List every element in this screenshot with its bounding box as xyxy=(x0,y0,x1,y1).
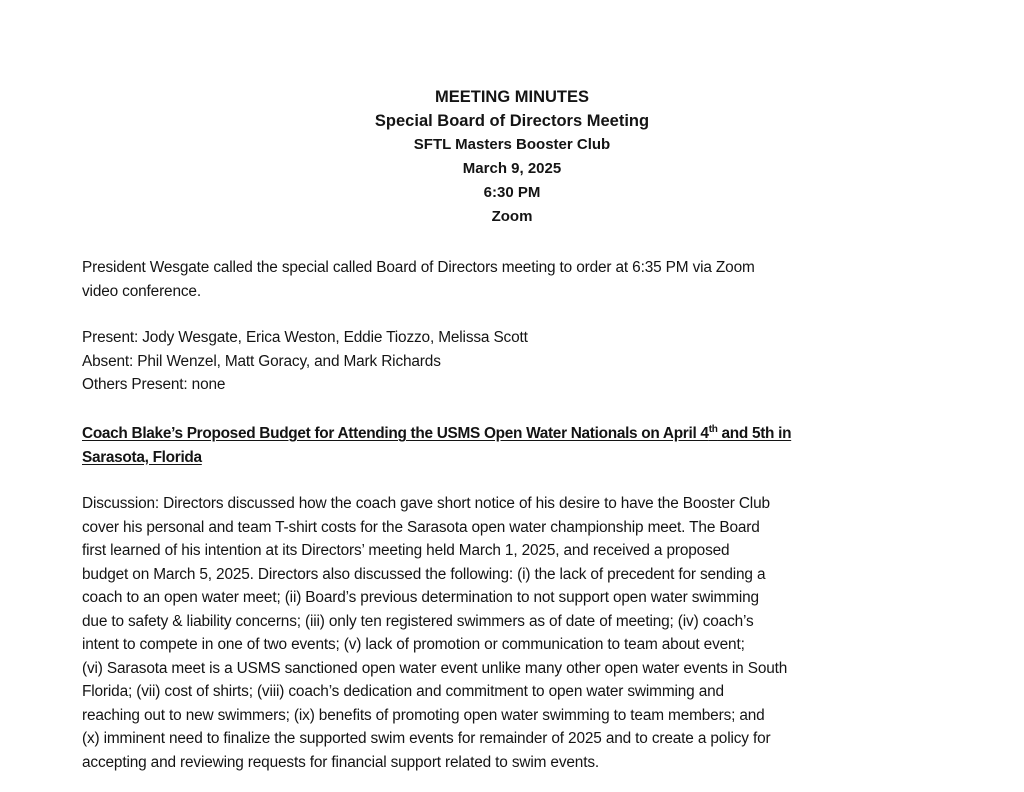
paragraph-line: intent to compete in one of two events; (v) lack of promotion or communication to team about event; xyxy=(82,636,745,653)
absent-members: Absent: Phil Wenzel, Matt Goracy, and Mark Richards xyxy=(82,352,441,370)
section-heading-line-2: Sarasota, Florida xyxy=(82,448,202,466)
heading-text: Coach Blake’s Proposed Budget for Attending the USMS Open Water Nationals on April 4 xyxy=(82,425,709,442)
meeting-location: Zoom xyxy=(491,208,533,225)
section-heading xyxy=(82,422,942,469)
call-to-order-paragraph xyxy=(82,256,942,303)
paragraph-line: President Wesgate called the special called Board of Directors meeting to order at 6:35 PM via Zoom xyxy=(82,259,755,276)
ordinal-superscript: th xyxy=(708,423,718,435)
document-title: MEETING MINUTES xyxy=(434,88,589,106)
others-present: Others Present: none xyxy=(82,376,226,393)
meeting-date: March 9, 2025 xyxy=(462,160,562,177)
paragraph-line: first learned of his intention at its Directors’ meeting held March 1, 2025, and received a proposed xyxy=(82,542,730,559)
paragraph-line: cover his personal and team T-shirt costs for the Sarasota open water championship meet. The Board xyxy=(82,518,760,536)
paragraph-line: (x) imminent need to finalize the supported swim events for remainder of 2025 and to create a policy for xyxy=(82,730,771,747)
present-members: Present: Jody Wesgate, Erica Weston, Eddie Tiozzo, Melissa Scott xyxy=(82,329,528,346)
discussion-paragraph xyxy=(82,492,942,774)
heading-text: and 5th in xyxy=(717,425,792,442)
paragraph-line: coach to an open water meet; (ii) Board’s previous determination to not support open water swimming xyxy=(82,589,759,606)
paragraph-line: due to safety & liability concerns; (iii) only ten registered swimmers as of date of meeting; (iv) coach’s xyxy=(82,612,754,630)
paragraph-line: video conference. xyxy=(82,282,201,300)
paragraph-line: Florida; (vii) cost of shirts; (viii) coach’s dedication and commitment to open water swimming and xyxy=(82,683,724,700)
minutes-header xyxy=(0,85,1024,229)
meeting-time: 6:30 PM xyxy=(483,184,541,201)
section-heading-line-1 xyxy=(82,422,942,446)
attendance-list xyxy=(82,326,942,397)
paragraph-line: (vi) Sarasota meet is a USMS sanctioned open water event unlike many other open water events in South xyxy=(82,659,788,677)
paragraph-line: reaching out to new swimmers; (ix) benefits of promoting open water swimming to team members; and xyxy=(82,706,765,724)
organization-name: SFTL Masters Booster Club xyxy=(413,136,611,153)
paragraph-line: accepting and reviewing requests for financial support related to swim events. xyxy=(82,753,599,771)
paragraph-line: budget on March 5, 2025. Directors also discussed the following: (i) the lack of precedent for sending a xyxy=(82,565,766,583)
meeting-type: Special Board of Directors Meeting xyxy=(374,112,650,130)
paragraph-line: Discussion: Directors discussed how the coach gave short notice of his desire to have the Booster Club xyxy=(82,495,770,512)
